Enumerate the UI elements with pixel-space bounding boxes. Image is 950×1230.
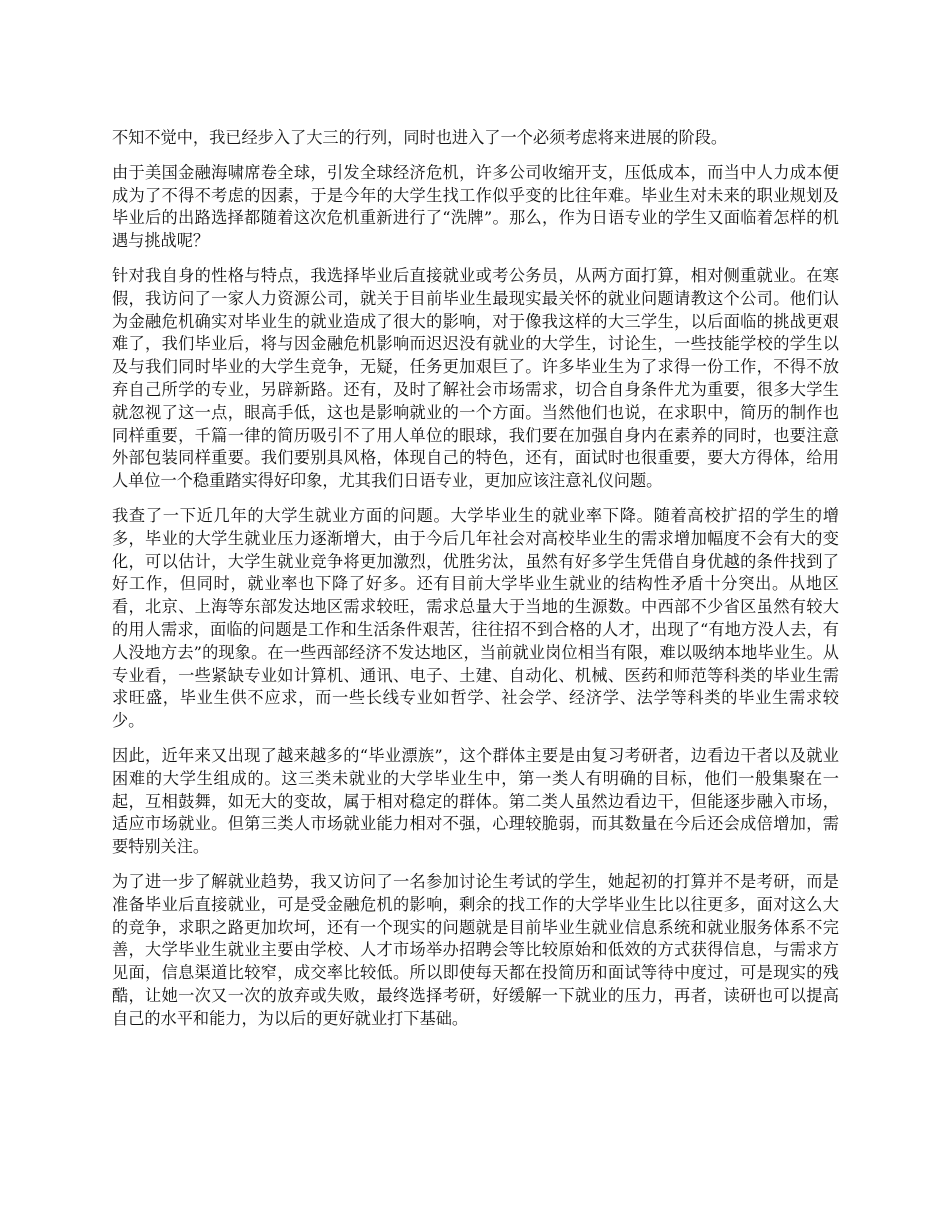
paragraph-graduate-drifters: 因此，近年来又出现了越来越多的“毕业漂族”，这个群体主要是由复习考研者，边看边干者以及就业困难的大学生组成的。这三类未就业的大学毕业生中，第一类人有明确的目标，他们一般集聚在一起，互相鼓舞，如无大的变故，属于相对稳定的群体。第二类人虽然边看边干，但能逐步融入市场，适应市场就业。但第三类人市场就业能力相对不强，心理较脆弱，而其数量在今后还会成倍增加，需要特别关注。	[112, 745, 839, 857]
paragraph-interview-student: 为了进一步了解就业趋势，我又访问了一名参加讨论生考试的学生，她起初的打算并不是考研，而是准备毕业后直接就业，可是受金融危机的影响，剩余的找工作的大学毕业生比以往更多，面对这么大的竞争，求职之路更加坎坷，还有一个现实的问题就是目前毕业生就业信息系统和就业服务体系不完善，大学毕业生就业主要由学校、人才市场举办招聘会等比较原始和低效的方式获得信息，与需求方见面，信息渠道比较窄，成交率比较低。所以即使每天都在投简历和面试等待中度过，可是现实的残酷，让她一次又一次的放弃或失败，最终选择考研，好缓解一下就业的压力，再者，读研也可以提高自己的水平和能力，为以后的更好就业打下基础。	[112, 871, 839, 1028]
document-body	[112, 127, 839, 1042]
paragraph-financial-crisis: 由于美国金融海啸席卷全球，引发全球经济危机，许多公司收缩开支，压低成本，而当中人力成本便成为了不得不考虑的因素，于是今年的大学生找工作似乎变的比往年难。毕业生对未来的职业规划及毕业后的出路选择都随着这次危机重新进行了“洗牌”。那么，作为日语专业的学生又面临着怎样的机遇与挑战呢？	[112, 162, 839, 251]
paragraph-intro: 不知不觉中，我已经步入了大三的行列，同时也进入了一个必须考虑将来进展的阶段。	[112, 128, 728, 147]
paragraph-employment-research: 我查了一下近几年的大学生就业方面的问题。大学毕业生的就业率下降。随着高校扩招的学生的增多，毕业的大学生就业压力逐渐增大，由于今后几年社会对高校毕业生的需求增加幅度不会有大的变化，可以估计，大学生就业竞争将更加激烈，优胜劣汰，虽然有好多学生凭借自身优越的条件找到了好工作，但同时，就业率也下降了好多。还有目前大学毕业生就业的结构性矛盾十分突出。从地区看，北京、上海等东部发达地区需求较旺，需求总量大于当地的生源数。中西部不少省区虽然有较大的用人需求，面临的问题是工作和生活条件艰苦，往往招不到合格的人才，出现了“有地方没人去，有人没地方去”的现象。在一些西部经济不发达地区，当前就业岗位相当有限，难以吸纳本地毕业生。从专业看，一些紧缺专业如计算机、通讯、电子、土建、自动化、机械、医药和师范等科类的毕业生需求旺盛，毕业生供不应求，而一些长线专业如哲学、社会学、经济学、法学等科类的毕业生需求较少。	[112, 505, 839, 731]
paragraph-personal-plan: 针对我自身的性格与特点，我选择毕业后直接就业或考公务员，从两方面打算，相对侧重就业。在寒假，我访问了一家人力资源公司，就关于目前毕业生最现实最关怀的就业问题请教这个公司。他们认为金融危机确实对毕业生的就业造成了很大的影响，对于像我这样的大三学生，以后面临的挑战更艰难了，我们毕业后，将与因金融危机影响而迟迟没有就业的大学生，讨论生，一些技能学校的学生以及与我们同时毕业的大学生竞争，无疑，任务更加艰巨了。许多毕业生为了求得一份工作，不得不放弃自己所学的专业，另辟新路。还有，及时了解社会市场需求，切合自身条件尤为重要，很多大学生就忽视了这一点，眼高手低，这也是影响就业的一个方面。当然他们也说，在求职中，简历的制作也同样重要，千篇一律的简历吸引不了用人单位的眼球，我们要在加强自身内在素养的同时，也要注意外部包装同样重要。我们要别具风格，体现自己的特色，还有，面试时也很重要，要大方得体，给用人单位一个稳重踏实得好印象，尤其我们日语专业，更加应该注意礼仪问题。	[112, 265, 839, 491]
